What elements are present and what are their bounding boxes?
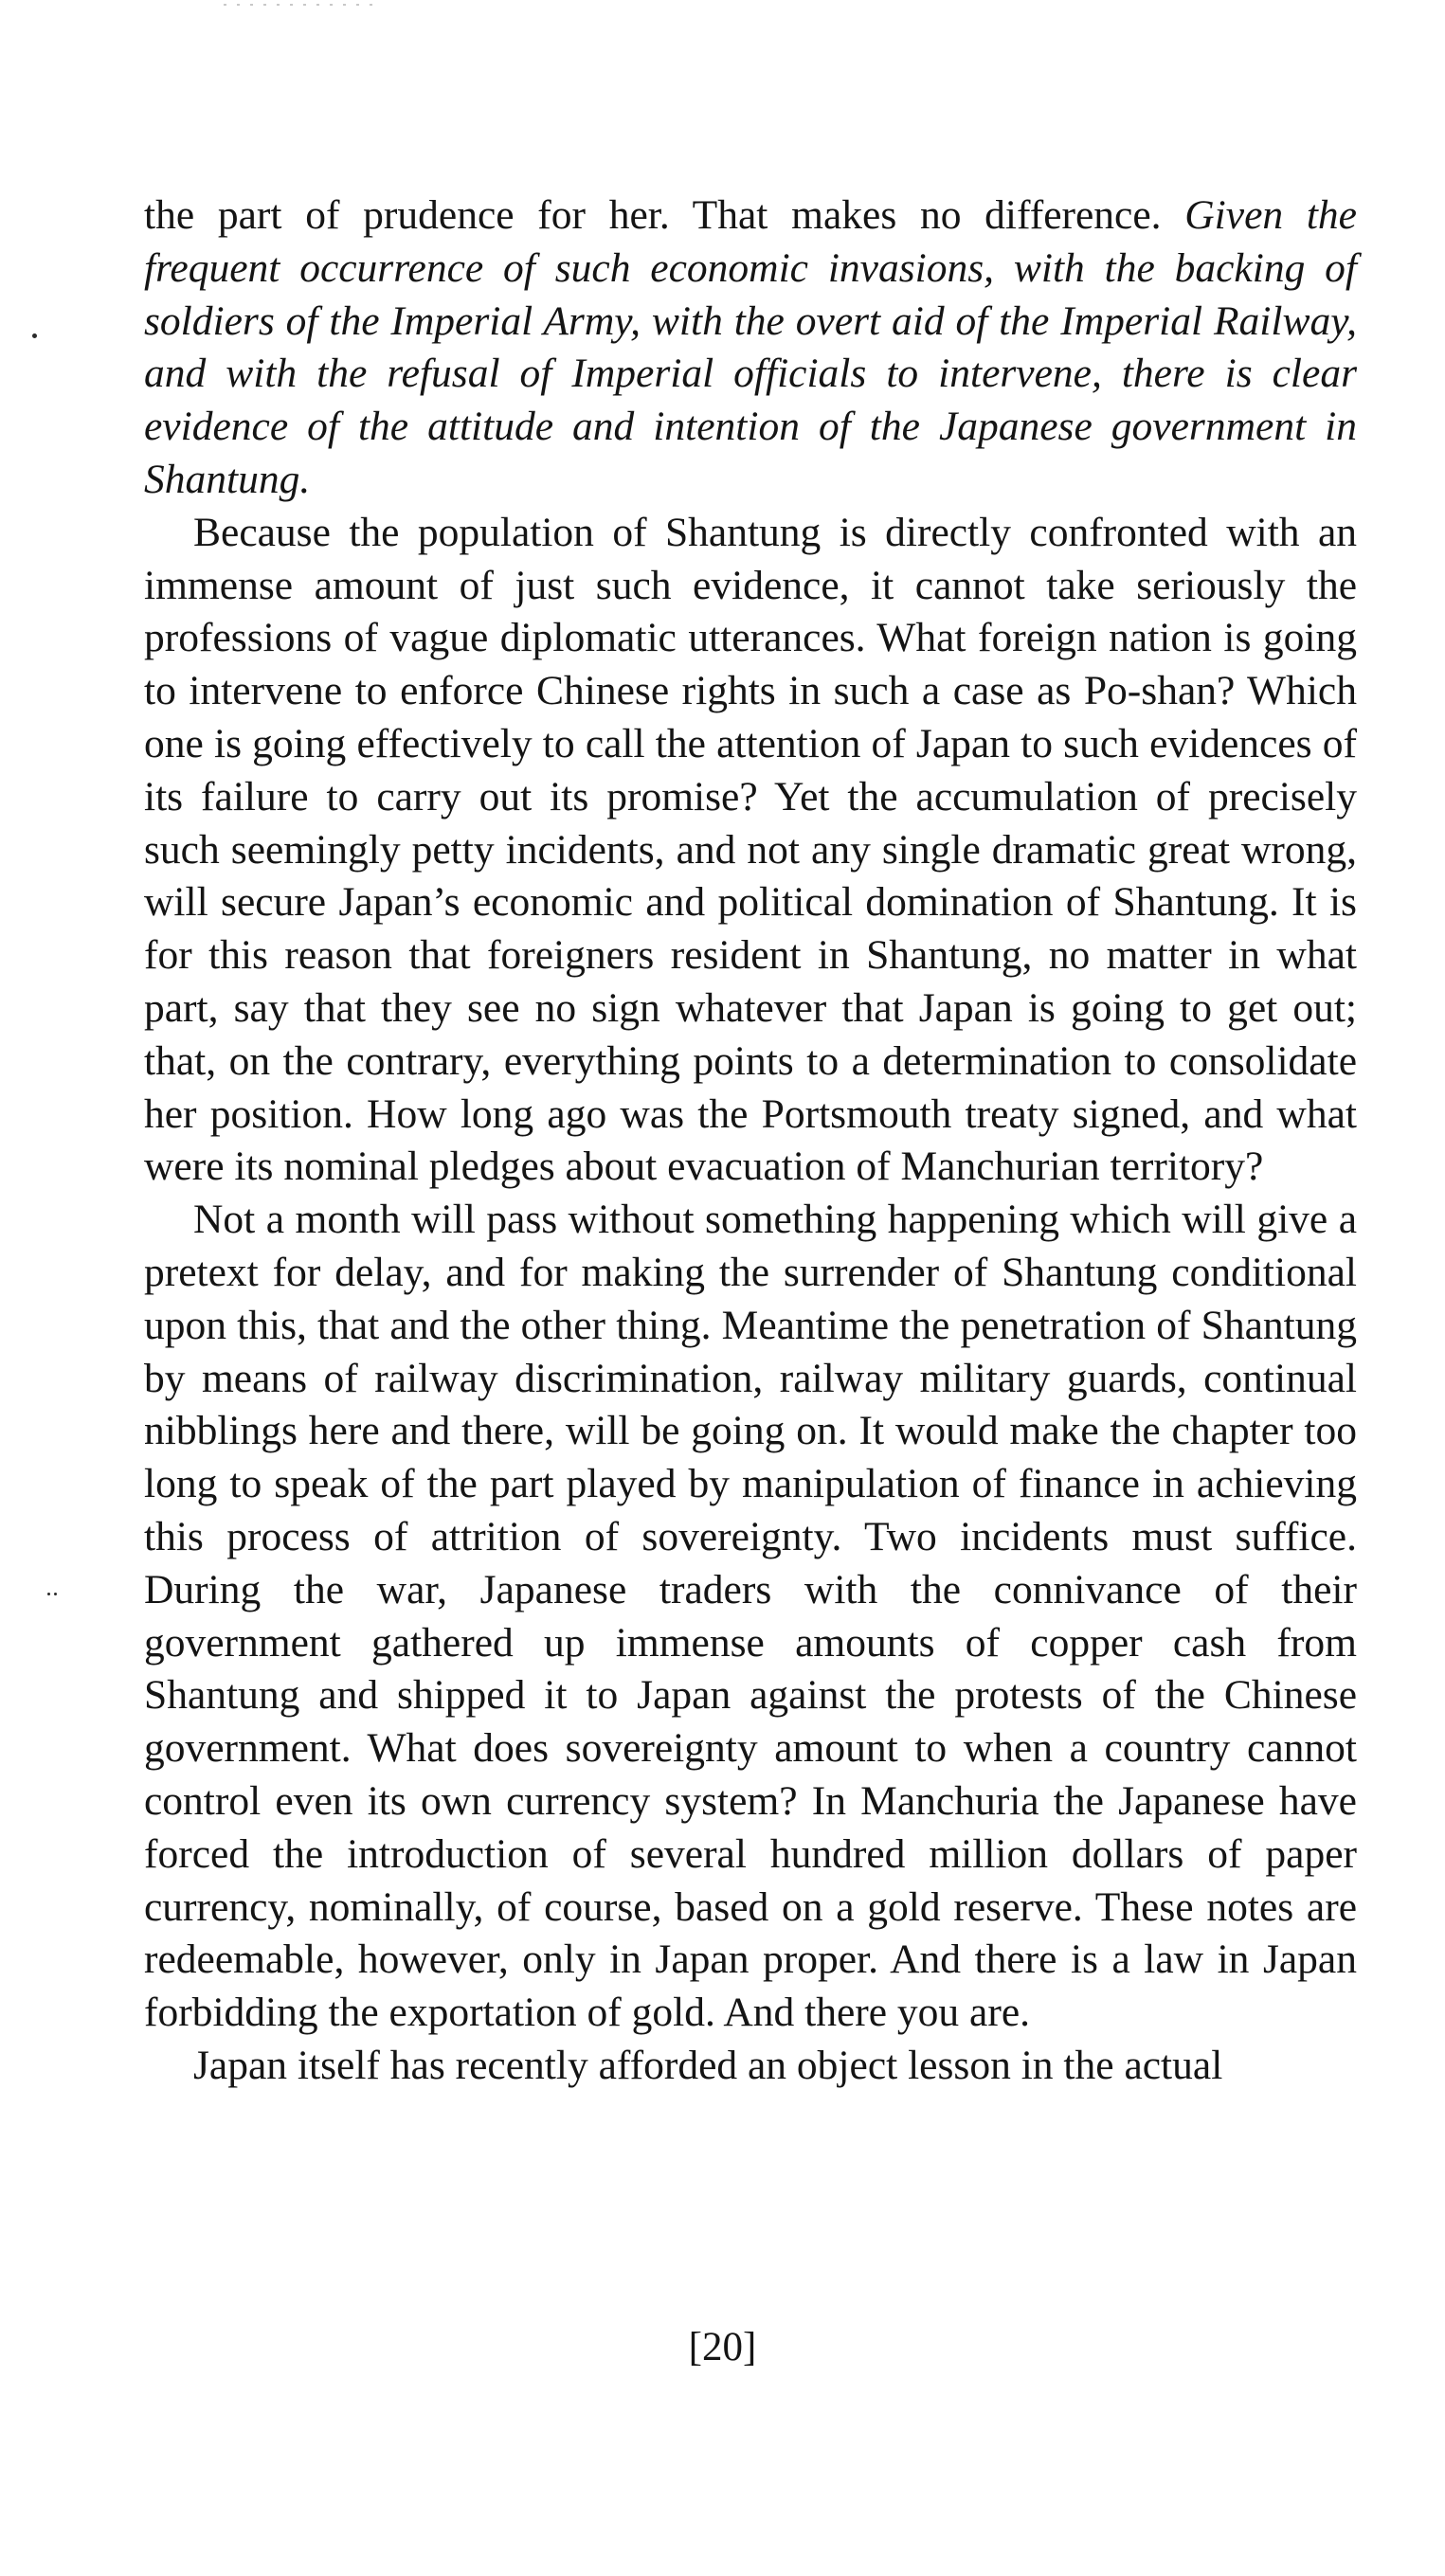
paragraph-1 <box>144 189 1357 507</box>
paragraph-text: Japan itself has recently afforded an object lesson in the actual <box>193 2042 1223 2088</box>
scan-artifact <box>224 4 375 6</box>
paragraph-2 <box>144 507 1357 1194</box>
paragraph-3 <box>144 1194 1357 2040</box>
body-text <box>144 189 1357 2093</box>
paragraph-text: Because the population of Shantung is directly confronted with an immense amount of just such evidence, it cannot take seriously the professions of vague diplomatic utterances. What foreign nation is going to intervene to enforce Chinese rights in such a case as Po-shan? Which one is going effectively to call the attention of Japan to such evidences of its failure to carry out its promise? Yet the accumulation of precisely such seemingly petty incidents, and not any single dramatic great wrong, will secure Japan’s economic and political domination of Shantung. It is for this reason that foreigners resident in Shantung, no matter in what part, say that they see no sign whatever that Japan is going to get out; that, on the contrary, everything points to a determination to consolidate her position. How long ago was the Portsmouth treaty signed, and what were its nominal pledges about evacuation of Manchurian territory? <box>144 509 1357 1190</box>
margin-mark <box>54 1593 57 1595</box>
paragraph-text: the part of prudence for her. That makes no difference. <box>144 192 1185 238</box>
paragraph-4 <box>144 2040 1357 2093</box>
paragraph-italic-text: Given the frequent occurrence of such economic invasions, with the backing of soldiers of the Imperial Army, with the overt aid of the Imperial Railway, and with the refusal of Imperial officials to intervene, there is clear evidence of the attitude and intention of the Japanese government in Shantung. <box>144 192 1357 502</box>
margin-mark <box>32 333 37 338</box>
paragraph-text: Not a month will pass without something happening which will give a pretext for delay, and for making the surrender of Shantung conditional upon this, that and the other thing. Meantime the penetration of Shantung by means of railway discrimination, railway military guards, continual nibblings here and there, will be going on. It would make the chapter too long to speak of the part played by manipulation of finance in achieving this process of attrition of sovereignty. Two incidents must suffice. During the war, Japanese traders with the connivance of their government gathered up immense amounts of copper cash from Shantung and shipped it to Japan against the protests of the Chinese government. What does sovereignty amount to when a country cannot control even its own currency system? In Manchuria the Japanese have forced the introduction of several hundred million dollars of paper currency, nominally, of course, based on a gold reserve. These notes are redeemable, however, only in Japan proper. And there is a law in Japan forbidding the exportation of gold. And there you are. <box>144 1197 1357 2036</box>
margin-mark <box>47 1593 50 1595</box>
page-number: [20] <box>688 2325 757 2369</box>
